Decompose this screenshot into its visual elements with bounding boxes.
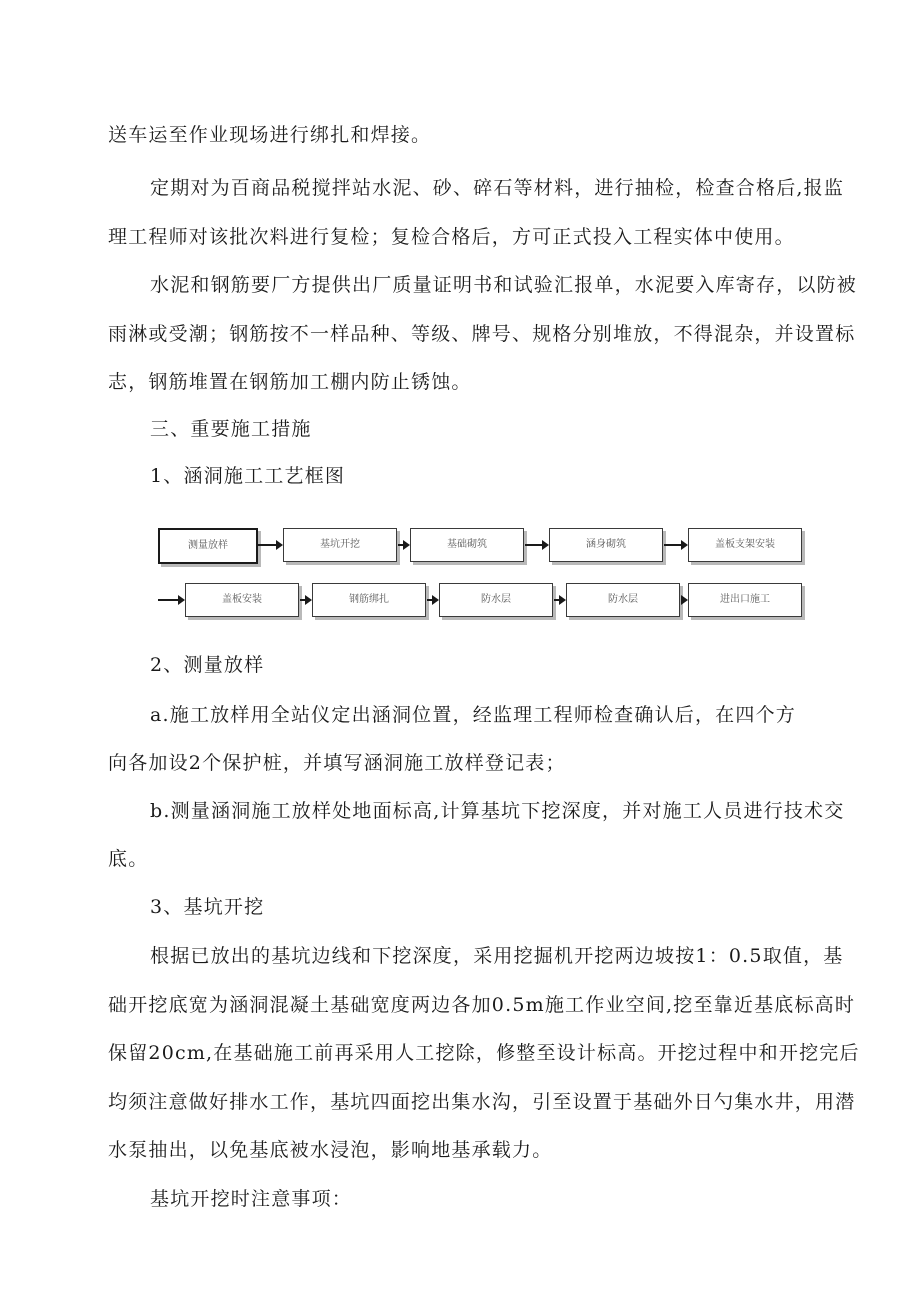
flow-step: 钢筋绑扎 bbox=[312, 583, 426, 617]
paragraph-line: 基坑开挖时注意事项： bbox=[150, 1188, 353, 1210]
flow-arrow bbox=[664, 544, 686, 546]
subsection-heading: 1、涵洞施工工艺框图 bbox=[150, 465, 346, 487]
flow-step: 盖板支架安装 bbox=[688, 528, 802, 562]
subsection-heading: 2、测量放样 bbox=[150, 654, 265, 676]
flow-step: 防水层 bbox=[439, 583, 553, 617]
paragraph-line: 均须注意做好排水工作，基坑四面挖出集水沟，引至设置于基础外日勺集水井，用潜 bbox=[108, 1091, 856, 1113]
section-heading: 三、重要施工措施 bbox=[150, 418, 312, 440]
flow-arrow bbox=[525, 544, 547, 546]
paragraph-line: 雨淋或受潮；钢筋按不一样品种、等级、牌号、规格分别堆放，不得混杂，并设置标 bbox=[108, 323, 856, 345]
flow-arrow bbox=[398, 544, 408, 546]
paragraph-line: a.施工放样用全站仪定出涵洞位置，经监理工程师检查确认后，在四个方 bbox=[150, 704, 796, 726]
paragraph-line: 向各加设2个保护桩，并填写涵洞施工放样登记表； bbox=[108, 752, 566, 774]
paragraph-line: 根据已放出的基坑边线和下挖深度，采用挖掘机开挖两边坡按1：0.5取值，基 bbox=[150, 945, 844, 967]
flow-arrow bbox=[256, 544, 281, 546]
flow-step: 防水层 bbox=[566, 583, 680, 617]
subsection-heading: 3、基坑开挖 bbox=[150, 896, 265, 918]
paragraph-line: 水泵抽出，以免基底被水浸泡，影响地基承载力。 bbox=[108, 1139, 553, 1161]
flow-step: 基础砌筑 bbox=[410, 528, 524, 562]
flow-arrow bbox=[158, 599, 183, 601]
paragraph-line: 理工程师对该批次料进行复检；复检合格后，方可正式投入工程实体中使用。 bbox=[108, 226, 795, 248]
flow-step: 测量放样 bbox=[158, 528, 258, 564]
paragraph-line: 础开挖底宽为涵洞混凝土基础宽度两边各加0.5m施工作业空间,挖至靠近基底标高时 bbox=[108, 994, 856, 1016]
flow-step: 涵身砌筑 bbox=[549, 528, 663, 562]
paragraph-line: 定期对为百商品税搅拌站水泥、砂、碎石等材料，进行抽检，检查合格后,报监 bbox=[150, 177, 845, 199]
flow-arrow bbox=[427, 599, 437, 601]
paragraph-line: b.测量涵洞施工放样处地面标高,计算基坑下挖深度，并对施工人员进行技术交 bbox=[150, 800, 845, 822]
paragraph-line: 底。 bbox=[108, 848, 149, 870]
flow-step: 进出口施工 bbox=[688, 583, 802, 617]
paragraph-line: 志，钢筋堆置在钢筋加工棚内防止锈蚀。 bbox=[108, 371, 472, 393]
paragraph-line: 保留20cm,在基础施工前再采用人工挖除，修整至设计标高。开挖过程中和开挖完后 bbox=[108, 1042, 860, 1064]
paragraph-line: 水泥和钢筋要厂方提供出厂质量证明书和试验汇报单，水泥要入库寄存，以防被 bbox=[150, 274, 858, 296]
flow-step: 基坑开挖 bbox=[283, 528, 397, 562]
flow-arrow bbox=[300, 599, 310, 601]
flow-arrow bbox=[554, 599, 564, 601]
flow-arrow bbox=[681, 599, 686, 601]
flow-step: 盖板安装 bbox=[185, 583, 299, 617]
culvert-process-flowchart bbox=[150, 520, 810, 635]
paragraph-line: 送车运至作业现场进行绑扎和焊接。 bbox=[108, 124, 432, 146]
